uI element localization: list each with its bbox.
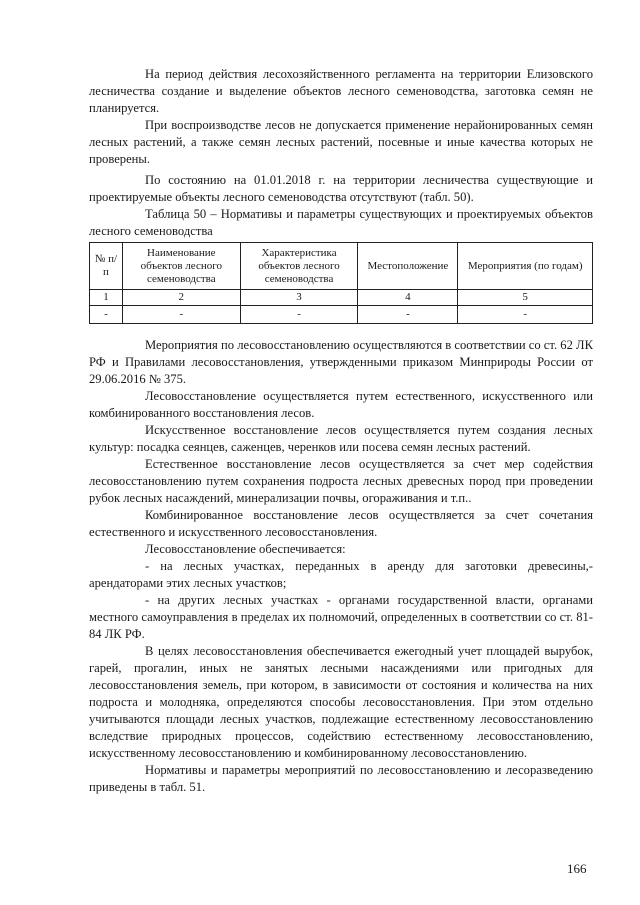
- table-caption: Таблица 50 – Нормативы и параметры существующих и проектируемых объектов лесного семеноводства: [89, 207, 593, 238]
- table-row: [90, 306, 593, 324]
- page-number: 166: [567, 861, 587, 876]
- paragraph-seed-plan: На период действия лесохозяйственного регламента на территории Елизовского лесничества создание и выделение объектов лесного семеноводства, заготовка семян не планируется.: [89, 67, 593, 115]
- paragraph-seed-restriction: При воспроизводстве лесов не допускается применение нерайонированных семян лесных растений, а также семян лесных растений, посевные и иные качества которых не проверены.: [89, 118, 593, 166]
- paragraph-reforestation-methods: Лесовосстановление осуществляется путем естественного, искусственного или комбинированного восстановления лесов.: [89, 389, 593, 420]
- header-cell: Наименование объектов лесного семеноводства: [122, 243, 240, 290]
- list-item-leased: - на лесных участках, переданных в аренду для заготовки древесины,- арендаторами этих лесных участков;: [89, 559, 593, 590]
- number-cell: 5: [458, 290, 593, 306]
- number-cell: 4: [358, 290, 458, 306]
- paragraph-status: По состоянию на 01.01.2018 г. на территории лесничества существующие и проектируемые объекты лесного семеноводства отсутствуют (табл. 50).: [89, 173, 593, 204]
- paragraph-norms-ref: Нормативы и параметры мероприятий по лесовосстановлению и лесоразведению приведены в табл. 51.: [89, 763, 593, 794]
- table-50: [89, 242, 593, 324]
- number-cell: 1: [90, 290, 123, 306]
- table-cell: -: [90, 306, 123, 324]
- paragraph-reforestation-basis: Мероприятия по лесовосстановлению осуществляются в соответствии со ст. 62 ЛК РФ и Правилами лесовосстановления, утвержденными приказом Минприроды России от 29.06.2016 № 375.: [89, 338, 593, 386]
- table-cell: -: [358, 306, 458, 324]
- table-number-row: [90, 290, 593, 306]
- number-cell: 3: [240, 290, 358, 306]
- table-header-row: [90, 243, 593, 290]
- paragraph-combined: Комбинированное восстановление лесов осуществляется за счет сочетания естественного и искусственного лесовосстановления.: [89, 508, 593, 539]
- header-cell: Мероприятия (по годам): [458, 243, 593, 290]
- number-cell: 2: [122, 290, 240, 306]
- table-cell: -: [122, 306, 240, 324]
- header-cell: Характеристика объектов лесного семеноводства: [240, 243, 358, 290]
- paragraph-natural: Естественное восстановление лесов осуществляется за счет мер содействия лесовосстановлению путем сохранения подроста лесных древесных пород при проведении рубок лесных насаждений, минерализации почвы, огораживания и т.п..: [89, 457, 593, 505]
- paragraph-accounting: В целях лесовосстановления обеспечивается ежегодный учет площадей вырубок, гарей, прогалин, иных не занятых лесными насаждениями или пригодных для лесовосстановления земель, при котором, в зависимости от состояния и количества на них подроста и молодняка, определяются способы лесовосстановления. При этом отдельно учитываются площади лесных участков, подлежащие естественному лесовосстановлению вследствие природных процессов, содействию естественному лесовосстановлению, искусственному лесовосстановлению и комбинированному лесовосстановлению.: [89, 644, 593, 760]
- table-cell: -: [458, 306, 593, 324]
- table-cell: -: [240, 306, 358, 324]
- paragraph-provided-by: Лесовосстановление обеспечивается:: [145, 542, 346, 556]
- list-item-other: - на других лесных участках - органами государственной власти, органами местного самоуправления в пределах их полномочий, определенных в соответствии со ст. 81-84 ЛК РФ.: [89, 593, 593, 641]
- bottom-text-block: [89, 337, 593, 796]
- paragraph-artificial: Искусственное восстановление лесов осуществляется путем создания лесных культур: посадка сеянцев, саженцев, черенков или посева семян лесных растений.: [89, 423, 593, 454]
- top-text-block: [89, 66, 593, 240]
- header-cell: № п/п: [90, 243, 123, 290]
- header-cell: Местоположение: [358, 243, 458, 290]
